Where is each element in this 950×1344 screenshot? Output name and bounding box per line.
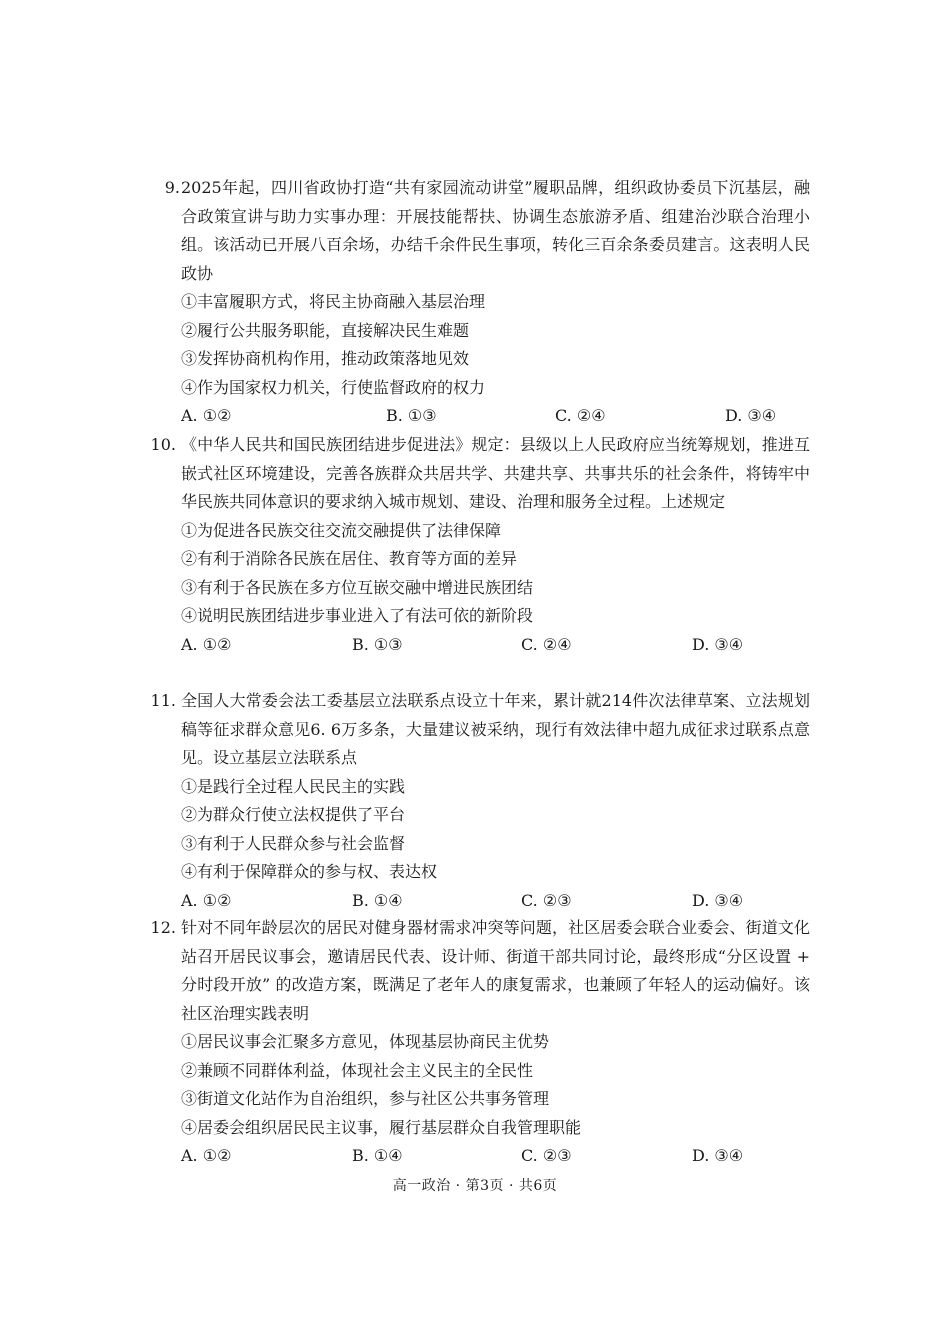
- question-stem: [150, 914, 810, 1028]
- statement-3: ③有利于各民族在多方位互嵌交融中增进民族团结: [181, 577, 534, 597]
- statement-3: ③发挥协商机构作用，推动政策落地见效: [181, 349, 470, 368]
- option-b: B. ①④: [352, 890, 403, 910]
- question-9: [150, 174, 810, 431]
- option-c: C. ②③: [521, 1146, 572, 1165]
- statement-4: ④说明民族团结进步事业进入了有法可依的新阶段: [181, 606, 534, 625]
- statement-2: ②为群众行使立法权提供了平台: [181, 805, 406, 824]
- question-number: 10.: [150, 435, 176, 454]
- statement-2: ②兼顾不同群体利益，体现社会主义民主的全民性: [181, 1060, 534, 1080]
- option-d: D. ③④: [692, 1146, 744, 1165]
- answer-options: [150, 1142, 810, 1171]
- answer-options: [150, 631, 810, 660]
- option-b: B. ①④: [352, 1146, 403, 1165]
- option-c: C. ②④: [521, 634, 572, 654]
- statement-3: ③街道文化站作为自治组织，参与社区公共事务管理: [181, 1089, 550, 1108]
- statement-4: ④有利于保障群众的参与权、表达权: [181, 862, 438, 881]
- option-d: D. ③④: [725, 406, 777, 425]
- option-b: B. ①③: [386, 406, 437, 425]
- option-c: C. ②④: [555, 406, 606, 425]
- statement-4: ④作为国家权力机关，行使监督政府的权力: [181, 377, 486, 397]
- statement-2: ②有利于消除各民族在居住、教育等方面的差异: [181, 549, 518, 568]
- question-text: 全国人大常委会法工委基层立法联系点设立十年来，累计就214件次法律草案、立法规划稿等征求群众意见6. 6万多条，大量建议被采纳，现行有效法律中超九成征求过联系点意见。设立基层立法联系点: [181, 691, 810, 767]
- question-stem: [150, 174, 810, 288]
- statement-2: ②履行公共服务职能，直接解决民生难题: [181, 320, 470, 340]
- option-a: A. ①②: [181, 1146, 232, 1165]
- question-12: [150, 914, 810, 1171]
- option-d: D. ③④: [692, 890, 744, 910]
- question-stem: [150, 687, 810, 773]
- question-10: [150, 431, 810, 659]
- statement-1: ①丰富履职方式，将民主协商融入基层治理: [181, 292, 486, 311]
- option-a: A. ①②: [181, 890, 232, 910]
- question-stem: [150, 431, 810, 517]
- answer-options: [150, 887, 810, 916]
- option-a: A. ①②: [181, 634, 232, 654]
- question-11: [150, 687, 810, 915]
- option-a: A. ①②: [181, 406, 232, 425]
- page-footer: 高一政治 · 第3页 · 共6页: [392, 1178, 558, 1194]
- question-text: 针对不同年龄层次的居民对健身器材需求冲突等问题，社区居委会联合业委会、街道文化站召开居民议事会，邀请居民代表、设计师、街道干部共同讨论，最终形成“分区设置 + 分时段开放” 的改造方案，既满足了老年人的康复需求，也兼顾了年轻人的运动偏好。该社区治理实践表明: [181, 918, 810, 1023]
- statement-4: ④居委会组织居民民主议事，履行基层群众自我管理职能: [181, 1117, 582, 1137]
- question-text: 2025年起，四川省政协打造“共有家园流动讲堂”履职品牌，组织政协委员下沉基层，融合政策宣讲与助力实事办理：开展技能帮扶、协调生态旅游矛盾、组建治沙联合治理小组。该活动已开展八百余场，办结千余件民生事项，转化三百余条委员建言。这表明人民政协: [181, 178, 810, 283]
- answer-options: [150, 402, 810, 431]
- question-text: 《中华人民共和国民族团结进步促进法》规定：县级以上人民政府应当统筹规划，推进互嵌式社区环境建设，完善各族群众共居共学、共建共享、共事共乐的社会条件，将铸牢中华民族共同体意识的要求纳入城市规划、建设、治理和服务全过程。上述规定: [181, 435, 810, 511]
- option-d: D. ③④: [692, 634, 744, 654]
- statement-1: ①为促进各民族交往交流交融提供了法律保障: [181, 520, 502, 540]
- option-c: C. ②③: [521, 890, 572, 910]
- statement-1: ①居民议事会汇聚多方意见，体现基层协商民主优势: [181, 1032, 550, 1051]
- statement-1: ①是践行全过程人民民主的实践: [181, 776, 406, 796]
- question-number: 11.: [150, 691, 176, 710]
- statement-3: ③有利于人民群众参与社会监督: [181, 833, 406, 853]
- question-number: 12.: [150, 918, 176, 937]
- question-number: 9.: [164, 178, 180, 197]
- option-b: B. ①③: [352, 634, 403, 654]
